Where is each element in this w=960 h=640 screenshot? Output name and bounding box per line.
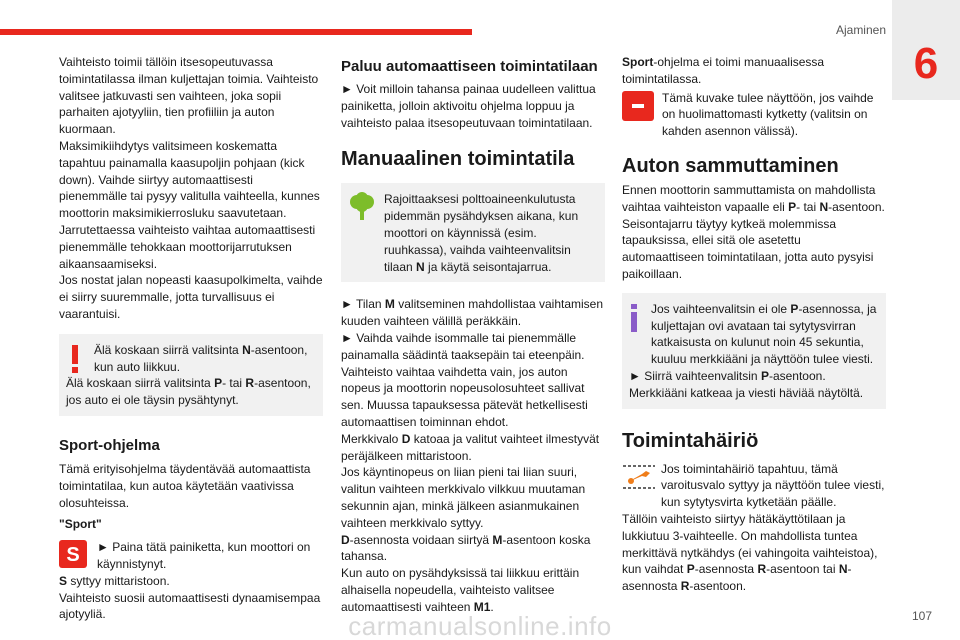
sport-heading: Sport-ohjelma — [59, 436, 160, 454]
paragraph: Seisontajarru täytyy kytkeä molemmissa tapauksissa, ellei sitä ole asetettu automaattiseen toimintatilaan, jotta auto pysyisi paikoillaan. — [622, 216, 874, 281]
chapter-number: 6 — [913, 39, 939, 88]
fault-text-1: Jos toimintahäiriö tapahtuu, tämä varoitusvalo syttyy ja näyttöön tulee viesti, kun sytytysvirta kytketään päälle. — [661, 461, 885, 510]
paragraph: Maksimikiihdytys valitsimeen koskematta tapahtuu painamalla kaasupoljin pohjaan (kick down). Vaihde siirtyy automaattisesti pienemmälle tai pysyy valitulla vaihteella, kunnes moottorin maksimikierrosluku saavutetaan. — [59, 138, 320, 221]
column-3 — [622, 54, 886, 595]
paragraph: Kun auto on pysähdyksissä tai liikkuu erittäin alhaisella nopeudella, vaihteisto valitsee automaattisesti vaihteen M1. — [341, 566, 580, 614]
sport-press-text: ► Paina tätä painiketta, kun moottori on käynnistynyt. — [97, 540, 311, 571]
info-text-3: Merkkiääni katkeaa ja viesti häviää näytöltä. — [629, 385, 864, 400]
minus-indicator-icon — [622, 91, 654, 140]
page-number: 107 — [911, 609, 932, 623]
paragraph: ► Tilan M valitseminen mahdollistaa vaihtamisen kuuden vaihteen välillä peräkkäin. — [341, 297, 604, 329]
info-box — [622, 293, 886, 409]
eco-tree-icon — [350, 192, 374, 275]
sport-icon-letter: S — [66, 544, 80, 567]
paragraph: Jarrutettaessa vaihteisto vaihtaa automaattisesti pienemmälle tehokkaan moottorijarrutuksen aikaansaamiseksi. — [59, 222, 316, 271]
sport-s-icon — [59, 540, 87, 573]
manual-heading: Manuaalinen toimintatila — [341, 148, 575, 171]
sport-quote: "Sport" — [59, 517, 102, 532]
paragraph: Jos käyntinopeus on liian pieni tai liian suuri, valitun vaihteen merkkivalo vilkkuu muutaman sekunnin ajan, minkä jälkeen asianmukainen vaihteen merkkivalo syttyy. — [341, 465, 586, 530]
sport-indicator-text: S syttyy mittaristoon. — [59, 573, 170, 588]
fault-heading: Toimintahäiriö — [622, 429, 759, 452]
paragraph: Ennen moottorin sammuttamista on mahdollista vaihtaa vaihteiston vapaalle eli P- tai N-asentoon. — [622, 182, 885, 214]
paragraph: Vaihteisto vaihtaa vaihdetta vain, jos auton nopeus ja moottorin nopeusolosuhteet sallivat sen. Muussa tapauksessa pätevät hetkellisesti automaattisen toiminnan ehdot. — [341, 364, 588, 429]
paragraph: ► Voit milloin tahansa painaa uudelleen valittua painiketta, jolloin aktivoitu ohjelma loppuu ja vaihteisto palaa itsesopeutuvaan toimintatilaan. — [341, 82, 596, 130]
warning-box — [59, 334, 323, 416]
column-1 — [59, 54, 323, 623]
paragraph: Merkkivalo D katoaa ja valitut vaihteet ilmestyvät peräjälkeen mittaristoon. — [341, 431, 600, 463]
eco-text: Rajoittaaksesi polttoaineenkulutusta pidemmän pysähdyksen aikana, kun moottori on käynnissä (esim. ruuhkassa), vaihda vaihteenvalitsin tilaan N ja käytä seisontajarrua. — [384, 192, 579, 274]
warning-text-1: Älä koskaan siirrä valitsinta N-asentoon, kun auto liikkuu. — [94, 342, 308, 374]
paragraph: Jos nostat jalan nopeasti kaasupolkimelta, vaihde ei siirry suuremmalle, jotta turvallisuus ei vaarantuisi. — [59, 273, 323, 321]
stop-heading: Auton sammuttaminen — [622, 154, 839, 177]
header-accent-bar — [0, 29, 472, 35]
info-text-2: ► Siirrä vaihteenvalitsin P-asentoon. — [629, 368, 826, 383]
eco-box — [341, 183, 605, 282]
info-icon — [631, 304, 637, 368]
fault-text-2: Tällöin vaihteisto siirtyy hätäkäyttötilaan ja lukkiutuu 3-vaihteelle. On mahdollista tuntea merkittävä nytkähdys (ei vahingoita vaihteistoa), kun vaihdat P-asennosta R-asentoon tai N-asennosta R-asentoon. — [622, 511, 878, 594]
paragraph: ► Vaihda vaihde isommalle tai pienemmälle painamalla säädintä taaksepäin tai eteenpäin. — [341, 330, 585, 362]
return-heading: Paluu automaattiseen toimintatilaan — [341, 58, 598, 75]
warning-text-2: Älä koskaan siirrä valitsinta P- tai R-asentoon, jos auto ei ole täysin pysähtynyt. — [66, 376, 311, 408]
header-title: Ajaminen — [835, 23, 886, 37]
column-2 — [341, 57, 605, 616]
watermark: carmanualsonline.info — [348, 611, 612, 640]
gearbox-fault-icon — [622, 462, 656, 511]
paragraph: Sport-ohjelma ei toimi manuaalisessa toimintatilassa. — [622, 55, 825, 86]
paragraph: D-asennosta voidaan siirtyä M-asentoon koska tahansa. — [341, 532, 591, 564]
warning-exclamation-icon — [71, 345, 79, 376]
paragraph: Tämä erityisohjelma täydentävää automaattista toimintatilaa, kun autoa käytetään vaativissa olosuhteissa. — [59, 461, 311, 510]
minus-text: Tämä kuvake tulee näyttöön, jos vaihde on huolimattomasti kytketty (valitsin on kahden asennon välissä). — [662, 90, 874, 139]
info-text-1: Jos vaihteenvalitsin ei ole P-asennossa, ja kuljettajan ovi avataan tai sytytysvirran katkaisusta on kulunut noin 45 sekuntia, kuuluu merkkiääni ja näyttöön tulee viesti. — [651, 301, 877, 367]
paragraph: Vaihteisto suosii automaattisesti dynaamisempaa ajotyyliä. — [59, 590, 321, 622]
paragraph: Vaihteisto toimii tällöin itsesopeutuvassa toimintatilassa ilman kuljettajan toimia. Vaihteisto valitsee jatkuvasti sen vaihteen, joka sopii parhaiten ajotyyliin, tien profiiliin ja auton kuormaan. — [59, 55, 319, 137]
